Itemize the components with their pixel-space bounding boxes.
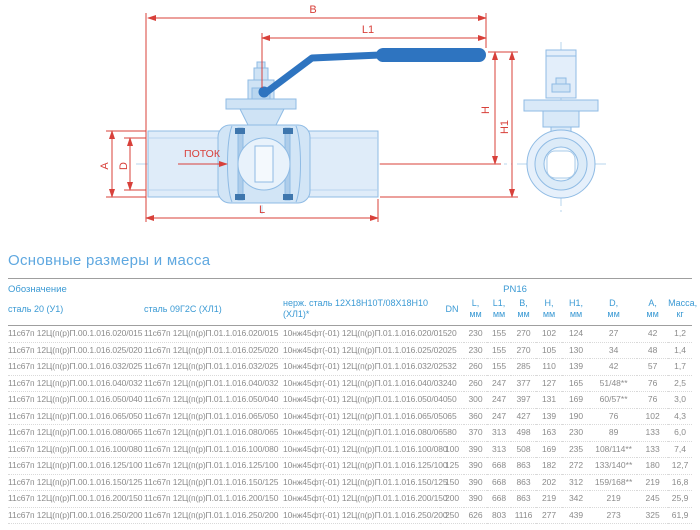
dimension-cell: 668 — [487, 491, 511, 508]
designation-header: Обозначение — [8, 284, 67, 295]
dimension-cell: 133 — [637, 425, 668, 442]
designation-cell: 11с67п 12Ц(п(р)П.01.1.016.050/040 — [144, 392, 283, 409]
dimension-table-body — [8, 326, 692, 524]
designation-cell: 11с67п 12Ц(п(р)П.00.1.016.125/100 — [8, 458, 144, 475]
dimension-cell: 42 — [637, 326, 668, 343]
designation-cell: 10нж45фт(-01) 12Ц(п(р)П.01.1.016.025/020 — [283, 342, 440, 359]
dimension-cell: 230 — [464, 326, 487, 343]
dimension-cell: 219 — [637, 474, 668, 491]
dimension-cell: 105 — [536, 342, 562, 359]
designation-cell: 11с67п 12Ц(п(р)П.00.1.016.040/032 — [8, 375, 144, 392]
dimension-cell: 108/114** — [590, 441, 637, 458]
designation-cell: 11с67п 12Ц(п(р)П.00.1.016.080/065 — [8, 425, 144, 442]
dimension-cell: 12,7 — [668, 458, 692, 475]
dimension-cell: 235 — [562, 441, 590, 458]
dimension-cell: 342 — [562, 491, 590, 508]
dimension-cell: 50 — [440, 392, 464, 409]
dimension-cell: 803 — [487, 507, 511, 524]
dimension-cell: 270 — [511, 326, 536, 343]
designation-cell: 11с67п 12Ц(п(р)П.01.1.016.040/032 — [144, 375, 283, 392]
table-row — [8, 342, 692, 359]
designation-cell: 11с67п 12Ц(п(р)П.00.1.016.150/125 — [8, 474, 144, 491]
designation-cell: 11с67п 12Ц(п(р)П.01.1.016.125/100 — [144, 458, 283, 475]
dimension-cell: 76 — [637, 392, 668, 409]
dimension-cell: 76 — [590, 408, 637, 425]
handle-pivot — [259, 87, 270, 98]
designation-cell: 10нж45фт(-01) 12Ц(п(р)П.01.1.016.040/032 — [283, 375, 440, 392]
dimension-cell: 260 — [464, 359, 487, 376]
dimension-cell: 165 — [562, 375, 590, 392]
dimension-cell: 110 — [536, 359, 562, 376]
dimension-cell: 32 — [440, 359, 464, 376]
valve-front-view — [148, 62, 378, 203]
table-row — [8, 507, 692, 524]
table-title: Основные размеры и масса — [8, 252, 211, 269]
dimension-cell: 300 — [464, 392, 487, 409]
dim-column-header-h: H, мм — [536, 297, 562, 326]
dimension-cell: 230 — [464, 342, 487, 359]
table-row — [8, 474, 692, 491]
dim-label-d: D — [118, 162, 130, 170]
designation-cell: 11с67п 12Ц(п(р)П.00.1.016.250/200 — [8, 507, 144, 524]
designation-cell: 11с67п 12Ц(п(р)П.00.1.016.065/050 — [8, 408, 144, 425]
dimension-cell: 155 — [487, 359, 511, 376]
dimension-cell: 133/140** — [590, 458, 637, 475]
dimension-cell: 51/48** — [590, 375, 637, 392]
dimension-cell: 508 — [511, 441, 536, 458]
dim-column-header-l1: L1, мм — [487, 297, 511, 326]
designation-cell: 10нж45фт(-01) 12Ц(п(р)П.01.1.016.080/065 — [283, 425, 440, 442]
side-flange — [524, 100, 598, 111]
designation-cell: 11с67п 12Ц(п(р)П.01.1.016.065/050 — [144, 408, 283, 425]
dimension-cell: 390 — [464, 441, 487, 458]
dimension-cell: 863 — [511, 474, 536, 491]
dimensions-table — [8, 278, 698, 524]
dimension-cell: 100 — [440, 441, 464, 458]
dimension-cell: 260 — [464, 375, 487, 392]
dimension-cell: 325 — [637, 507, 668, 524]
dimension-cell: 139 — [536, 408, 562, 425]
dim-label-h1: H1 — [499, 119, 511, 135]
dimension-cell: 397 — [511, 392, 536, 409]
dimension-cell: 202 — [536, 474, 562, 491]
dimension-cell: 247 — [487, 408, 511, 425]
dimension-cell: 139 — [562, 359, 590, 376]
dim-column-header-l: L, мм — [464, 297, 487, 326]
designation-cell: 10нж45фт(-01) 12Ц(п(р)П.01.1.016.250/200 — [283, 507, 440, 524]
material-column-header-0: сталь 20 (У1) — [8, 297, 144, 326]
dimension-cell: 439 — [562, 507, 590, 524]
dimension-cell: 180 — [637, 458, 668, 475]
dim-column-header-: Масса, кг — [668, 297, 692, 326]
dimension-cell: 159/168** — [590, 474, 637, 491]
designation-cell: 10нж45фт(-01) 12Ц(п(р)П.01.1.016.125/100 — [283, 458, 440, 475]
dim-column-header-b: B, мм — [511, 297, 536, 326]
table-row — [8, 425, 692, 442]
dimension-cell: 130 — [562, 342, 590, 359]
dim-column-header-d: D, мм — [590, 297, 637, 326]
designation-cell: 11с67п 12Ц(п(р)П.00.1.016.050/040 — [8, 392, 144, 409]
table-row — [8, 392, 692, 409]
dim-column-header-a: A, мм — [637, 297, 668, 326]
dim-label-l1: L1 — [361, 24, 375, 36]
dimension-cell: 312 — [562, 474, 590, 491]
dimension-cell: 27 — [590, 326, 637, 343]
dimension-cell: 1,4 — [668, 342, 692, 359]
valve-drawing — [0, 0, 700, 250]
designation-cell: 10нж45фт(-01) 12Ц(п(р)П.01.1.016.050/040 — [283, 392, 440, 409]
dimension-cell: 169 — [562, 392, 590, 409]
dimension-cell: 668 — [487, 474, 511, 491]
designation-cell: 11с67п 12Ц(п(р)П.01.1.016.250/200 — [144, 507, 283, 524]
dimension-cell: 57 — [637, 359, 668, 376]
designation-cell: 11с67п 12Ц(п(р)П.01.1.016.200/150 — [144, 491, 283, 508]
dimension-cell: 124 — [562, 326, 590, 343]
dimension-cell: 272 — [562, 458, 590, 475]
dimension-cell: 247 — [487, 375, 511, 392]
dimension-cell: 313 — [487, 441, 511, 458]
dimension-cell: 65 — [440, 408, 464, 425]
designation-cell: 11с67п 12Ц(п(р)П.01.1.016.025/020 — [144, 342, 283, 359]
dimension-cell: 200 — [440, 491, 464, 508]
dimension-cell: 125 — [440, 458, 464, 475]
dim-label-h: H — [480, 106, 492, 114]
dimension-cell: 16,8 — [668, 474, 692, 491]
side-bore — [547, 151, 575, 178]
table-row — [8, 458, 692, 475]
group-header-row — [8, 279, 692, 298]
dimension-cell: 390 — [464, 474, 487, 491]
dimension-cell: 133 — [637, 441, 668, 458]
dimension-cell: 863 — [511, 458, 536, 475]
table-row — [8, 375, 692, 392]
dimension-cell: 377 — [511, 375, 536, 392]
flow-label: ПОТОК — [184, 148, 220, 160]
designation-cell: 11с67п 12Ц(п(р)П.00.1.016.200/150 — [8, 491, 144, 508]
body-neck — [240, 109, 284, 125]
dimension-cell: 25 — [440, 342, 464, 359]
dimension-cell: 1116 — [511, 507, 536, 524]
dimension-cell: 427 — [511, 408, 536, 425]
dimension-cell: 285 — [511, 359, 536, 376]
table-row — [8, 408, 692, 425]
dimension-cell: 219 — [590, 491, 637, 508]
dimension-cell: 102 — [637, 408, 668, 425]
table-row — [8, 326, 692, 343]
designation-cell: 10нж45фт(-01) 12Ц(п(р)П.01.1.016.020/015 — [283, 326, 440, 343]
ball-bore — [255, 146, 273, 182]
material-column-header-2: нерж. сталь 12Х18Н10Т/08Х18Н10 (ХЛ1)* — [283, 297, 440, 326]
designation-cell: 11с67п 12Ц(п(р)П.00.1.016.025/020 — [8, 342, 144, 359]
mounting-flange — [226, 99, 296, 109]
dimension-cell: 169 — [536, 441, 562, 458]
dimension-cell: 163 — [536, 425, 562, 442]
dimension-cell: 1,2 — [668, 326, 692, 343]
dimension-cell: 668 — [487, 458, 511, 475]
dimension-cell: 155 — [487, 326, 511, 343]
dimension-cell: 61,9 — [668, 507, 692, 524]
dimension-cell: 80 — [440, 425, 464, 442]
designation-cell: 11с67п 12Ц(п(р)П.01.1.016.100/080 — [144, 441, 283, 458]
designation-cell: 11с67п 12Ц(п(р)П.00.1.016.032/025 — [8, 359, 144, 376]
dimension-cell: 76 — [637, 375, 668, 392]
designation-cell: 10нж45фт(-01) 12Ц(п(р)П.01.1.016.032/025 — [283, 359, 440, 376]
dimension-cell: 219 — [536, 491, 562, 508]
dimension-cell: 1,7 — [668, 359, 692, 376]
designation-cell: 11с67п 12Ц(п(р)П.00.1.016.020/015 — [8, 326, 144, 343]
dimension-cell: 4,3 — [668, 408, 692, 425]
dimension-cell: 48 — [637, 342, 668, 359]
dimension-cell: 40 — [440, 375, 464, 392]
dimension-cell: 370 — [464, 425, 487, 442]
table-row — [8, 491, 692, 508]
designation-cell: 11с67п 12Ц(п(р)П.01.1.016.032/025 — [144, 359, 283, 376]
dimension-cell: 863 — [511, 491, 536, 508]
material-column-header-1: сталь 09Г2С (ХЛ1) — [144, 297, 283, 326]
column-header-row — [8, 297, 692, 326]
designation-cell: 10нж45фт(-01) 12Ц(п(р)П.01.1.016.065/050 — [283, 408, 440, 425]
dimension-cell: 270 — [511, 342, 536, 359]
dimension-cell: 6,0 — [668, 425, 692, 442]
dimension-cell: 360 — [464, 408, 487, 425]
designation-cell: 11с67п 12Ц(п(р)П.01.1.016.150/125 — [144, 474, 283, 491]
handle — [259, 48, 487, 98]
dimension-cell: 3,0 — [668, 392, 692, 409]
designation-cell: 11с67п 12Ц(п(р)П.01.1.016.080/065 — [144, 425, 283, 442]
designation-cell: 11с67п 12Ц(п(р)П.00.1.016.100/080 — [8, 441, 144, 458]
dimension-cell: 626 — [464, 507, 487, 524]
table-row — [8, 359, 692, 376]
dimension-cell: 102 — [536, 326, 562, 343]
dimension-cell: 245 — [637, 491, 668, 508]
designation-cell: 10нж45фт(-01) 12Ц(п(р)П.01.1.016.100/080 — [283, 441, 440, 458]
dimension-cell: 277 — [536, 507, 562, 524]
dimension-cell: 390 — [464, 491, 487, 508]
dimension-cell: 498 — [511, 425, 536, 442]
dimension-cell: 247 — [487, 392, 511, 409]
dimension-cell: 182 — [536, 458, 562, 475]
side-neck — [543, 111, 579, 127]
dim-label-l: L — [258, 204, 266, 216]
dim-column-header-h1: H1, мм — [562, 297, 590, 326]
dimension-cell: 20 — [440, 326, 464, 343]
dimension-cell: 25,9 — [668, 491, 692, 508]
dimension-cell: 230 — [562, 425, 590, 442]
pn-header-spacer — [590, 279, 692, 298]
designation-cell: 10нж45фт(-01) 12Ц(п(р)П.01.1.016.150/125 — [283, 474, 440, 491]
dimension-cell: 60/57** — [590, 392, 637, 409]
handle-grip — [376, 48, 486, 62]
pipe-right — [308, 131, 378, 197]
dimension-cell: 127 — [536, 375, 562, 392]
dimension-cell: 150 — [440, 474, 464, 491]
valve-side-view — [524, 50, 598, 198]
dimension-cell: 273 — [590, 507, 637, 524]
dimension-cell: 131 — [536, 392, 562, 409]
table-section — [8, 252, 698, 524]
dimension-cell: 34 — [590, 342, 637, 359]
designation-cell: 10нж45фт(-01) 12Ц(п(р)П.01.1.016.200/150 — [283, 491, 440, 508]
designation-cell: 11с67п 12Ц(п(р)П.01.1.016.020/015 — [144, 326, 283, 343]
dimension-cell: 190 — [562, 408, 590, 425]
dimension-cell: 313 — [487, 425, 511, 442]
table-row — [8, 441, 692, 458]
dim-label-a: A — [99, 162, 111, 170]
dim-label-b: B — [309, 4, 317, 16]
dimension-cell: 155 — [487, 342, 511, 359]
dim-column-header-dn: DN — [440, 297, 464, 326]
dimension-cell: 250 — [440, 507, 464, 524]
dimension-cell: 390 — [464, 458, 487, 475]
dimension-cell: 7,4 — [668, 441, 692, 458]
pn-header: PN16 — [503, 284, 527, 295]
stem-nut — [254, 68, 268, 80]
dimension-cell: 2,5 — [668, 375, 692, 392]
dimension-cell: 42 — [590, 359, 637, 376]
dimension-cell: 89 — [590, 425, 637, 442]
